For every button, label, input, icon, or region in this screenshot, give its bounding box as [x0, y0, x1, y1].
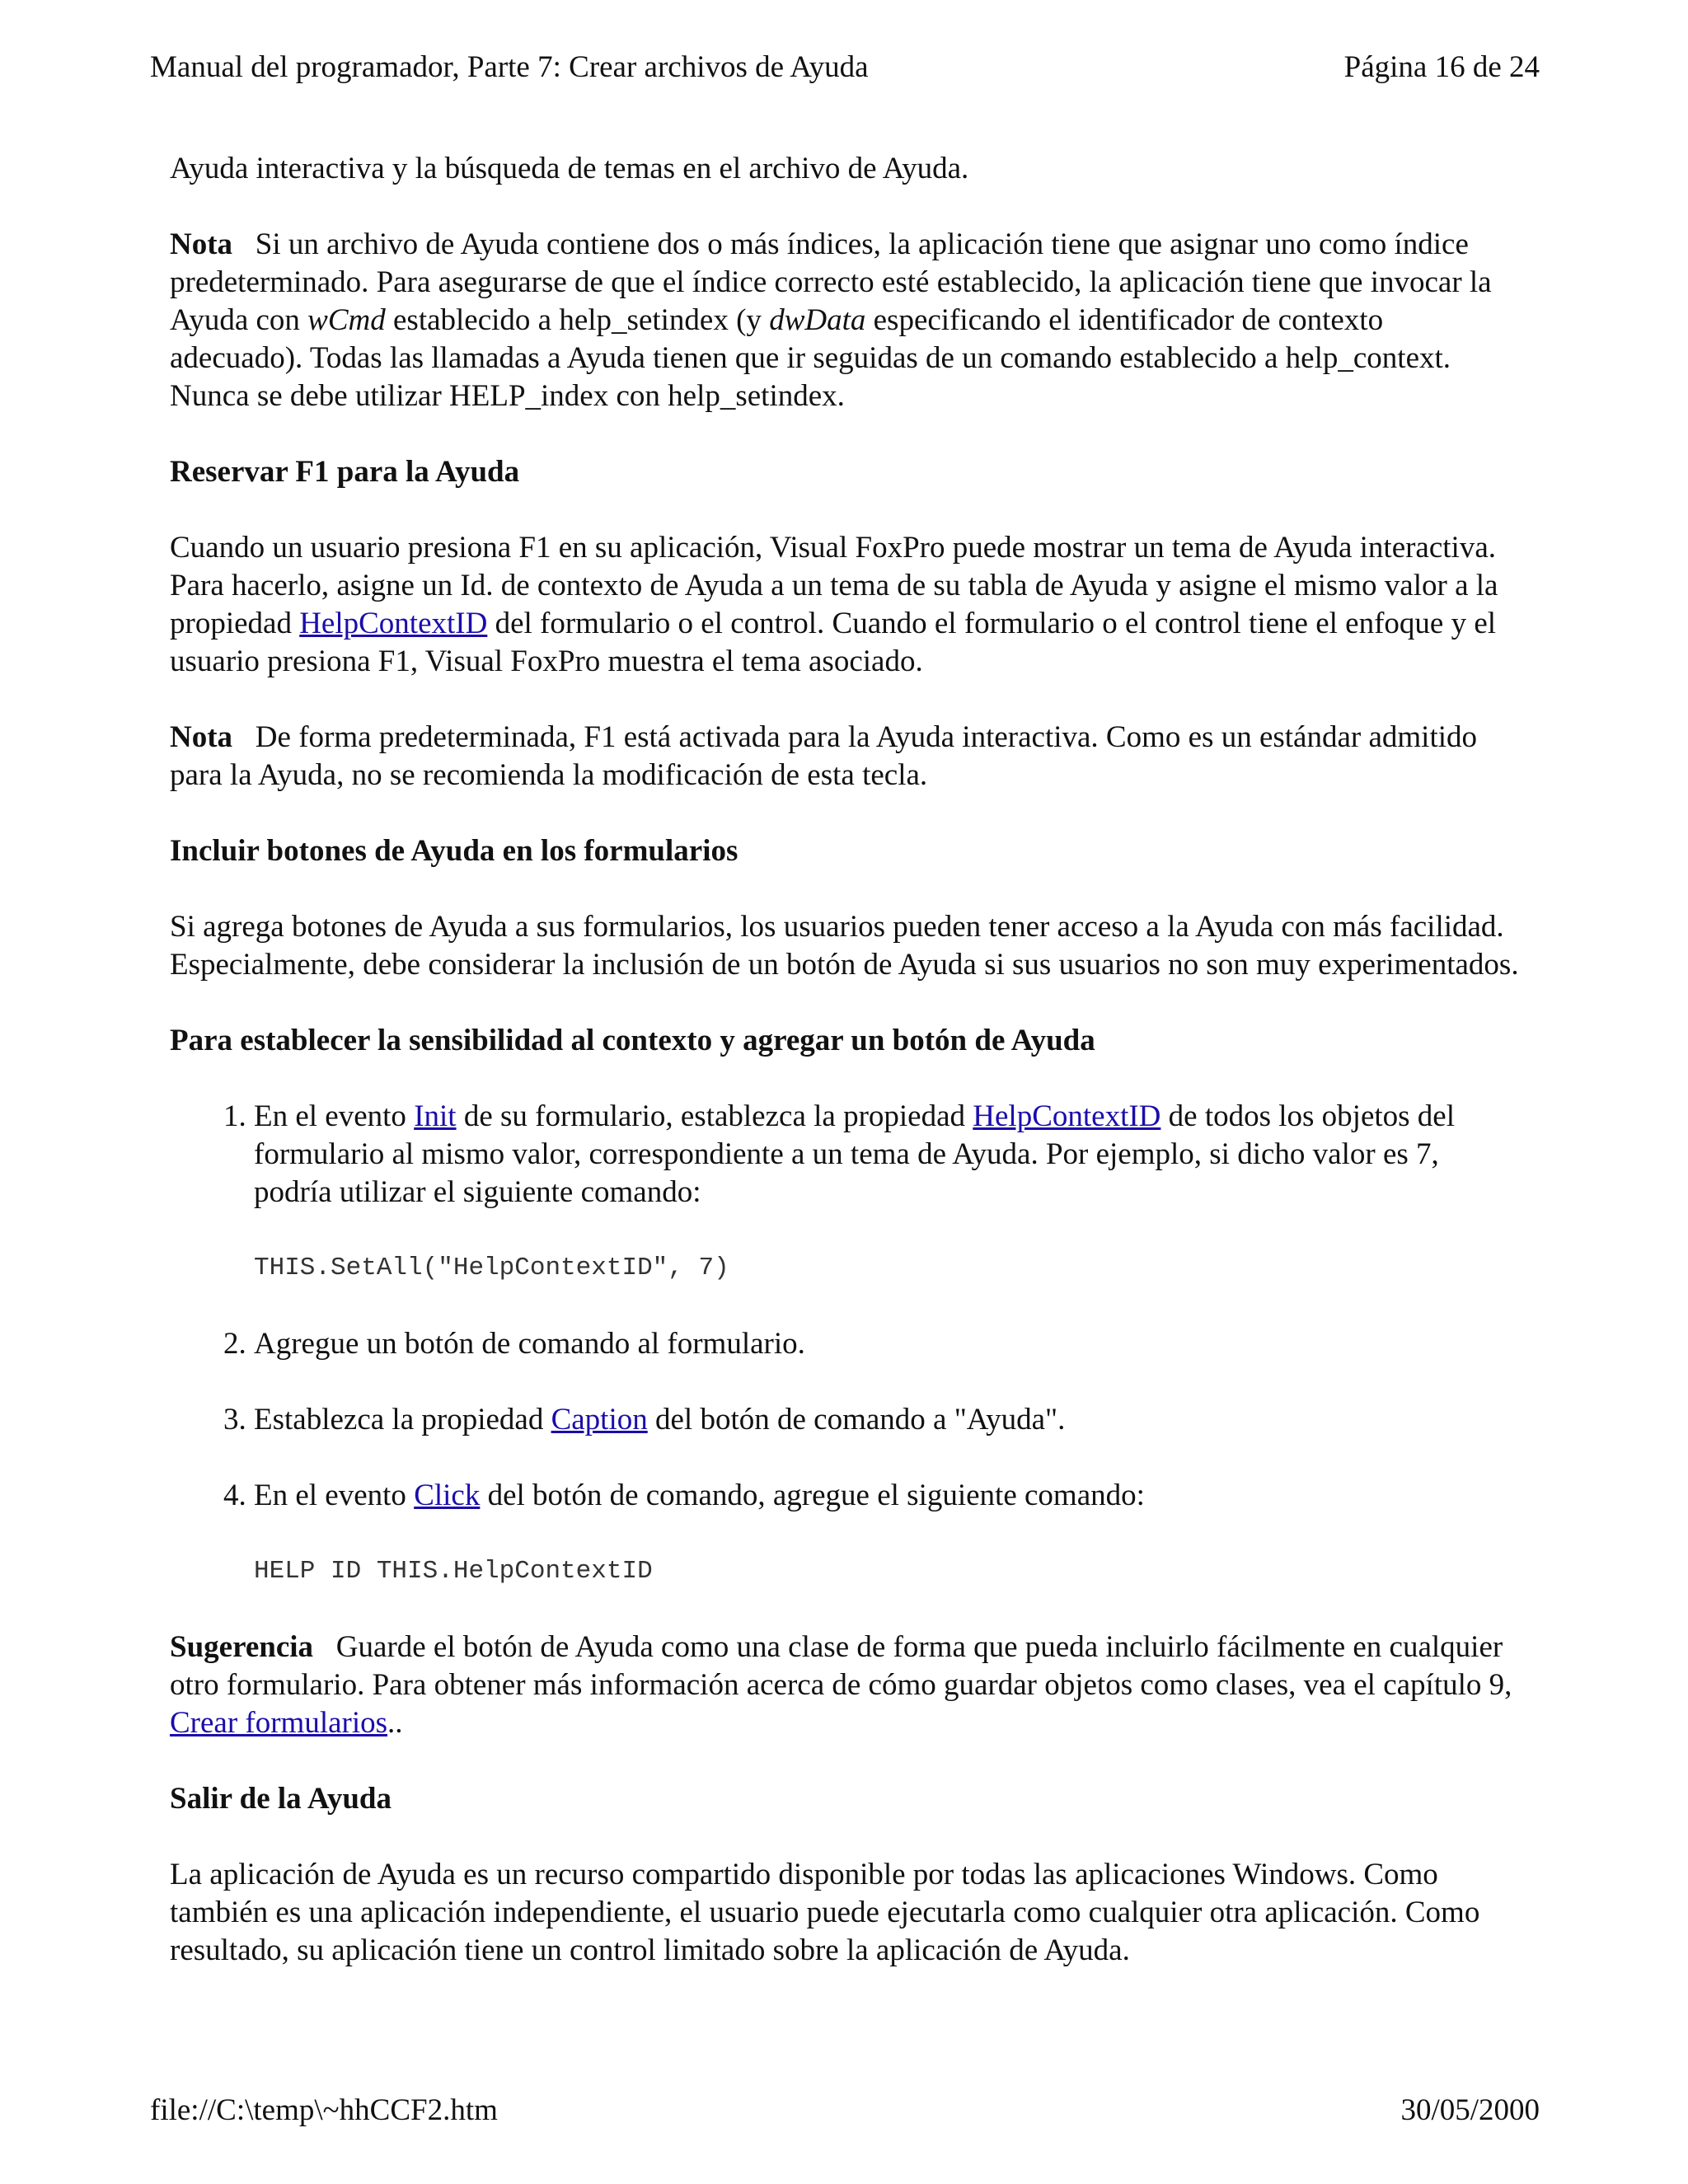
page-header [150, 48, 1540, 87]
note-label: Nota [170, 720, 233, 754]
link-helpcontextid[interactable]: HelpContextID [973, 1099, 1161, 1133]
file-path: file://C:\temp\~hhCCF2.htm [150, 2093, 498, 2127]
step-2 [254, 1325, 1522, 1363]
document-title: Manual del programador, Parte 7: Crear archivos de Ayuda [150, 50, 869, 84]
tip-label: Sugerencia [170, 1630, 314, 1664]
step-text: En el evento [254, 1479, 415, 1512]
section-heading-f1: Reservar F1 para la Ayuda [170, 455, 520, 489]
exit-paragraph: La aplicación de Ayuda es un recurso compartido disponible por todas las aplicaciones Windows. Como también es una aplicación independiente, el usuario puede ejecutarla como cualquier otra aplicación. Como resultado, su aplicación tiene un control limitado sobre la aplicación de Ayuda. [170, 1858, 1480, 1967]
step-text: de su formulario, establezca la propiedad [456, 1099, 973, 1133]
step-3 [254, 1401, 1522, 1439]
intro-line: Ayuda interactiva y la búsqueda de temas en el archivo de Ayuda. [170, 152, 969, 185]
note-paragraph-index [170, 226, 1522, 415]
step-text: Establezca la propiedad [254, 1403, 551, 1436]
note-paragraph-f1 [170, 719, 1522, 794]
param-dwdata: dwData [769, 303, 866, 337]
tip-text: .. [387, 1706, 403, 1740]
document-body [170, 150, 1522, 2008]
note-text: especificando el identificador de contexto adecuado). Todas las llamadas a Ayuda tienen que ir seguidas de un comando establecido a help_context. Nunca se debe utilizar HELP_index con help_setindex. [170, 303, 1451, 413]
step-1 [254, 1098, 1522, 1287]
link-click[interactable]: Click [414, 1479, 481, 1512]
procedure-steps [170, 1098, 1522, 1591]
section-heading-buttons: Incluir botones de Ayuda en los formularios [170, 834, 738, 868]
buttons-paragraph: Si agrega botones de Ayuda a sus formularios, los usuarios pueden tener acceso a la Ayuda con más facilidad. Especialmente, debe considerar la inclusión de un botón de Ayuda si sus usuarios no son muy experimentados. [170, 910, 1519, 982]
link-helpcontextid[interactable]: HelpContextID [299, 607, 488, 640]
step-text: Agregue un botón de comando al formulario. [254, 1327, 805, 1361]
tip-paragraph [170, 1629, 1522, 1742]
page-number: Página 16 de 24 [1343, 50, 1540, 84]
step-text: del botón de comando, agregue el siguiente comando: [480, 1479, 1145, 1512]
tip-text: Guarde el botón de Ayuda como una clase de forma que pueda incluirlo fácilmente en cualquier otro formulario. Para obtener más información acerca de cómo guardar objetos como clases, vea el capítulo 9, [170, 1630, 1512, 1702]
link-crear-formularios[interactable]: Crear formularios [170, 1706, 388, 1740]
print-date: 30/05/2000 [1400, 2093, 1540, 2127]
procedure-heading: Para establecer la sensibilidad al contexto y agregar un botón de Ayuda [170, 1024, 1095, 1057]
code-sample: HELP ID THIS.HelpContextID [254, 1557, 653, 1586]
step-text: de todos los objetos del formulario al mismo valor, correspondiente a un tema de Ayuda. Por ejemplo, si dicho valor es 7, podría utilizar el siguiente comando: [254, 1099, 1456, 1209]
paragraph-text: Cuando un usuario presiona F1 en su aplicación, Visual FoxPro puede mostrar un tema de Ayuda interactiva. Para hacerlo, asigne un Id. de contexto de Ayuda a un tema de su tabla de Ayuda y asigne el mismo valor a la propiedad [170, 531, 1498, 640]
code-sample: THIS.SetAll("HelpContextID", 7) [254, 1254, 729, 1282]
param-wcmd: wCmd [307, 303, 386, 337]
paragraph-text: del formulario o el control. Cuando el formulario o el control tiene el enfoque y el usuario presiona F1, Visual FoxPro muestra el tema asociado. [170, 607, 1497, 678]
note-text: De forma predeterminada, F1 está activada para la Ayuda interactiva. Como es un estándar admitido para la Ayuda, no se recomienda la modificación de esta tecla. [170, 720, 1478, 792]
link-caption[interactable]: Caption [551, 1403, 648, 1436]
note-label: Nota [170, 227, 233, 261]
link-init[interactable]: Init [414, 1099, 457, 1133]
page-footer [150, 2091, 1540, 2130]
section-heading-exit: Salir de la Ayuda [170, 1782, 392, 1816]
step-text: del botón de comando a "Ayuda". [647, 1403, 1066, 1436]
note-text: establecido a help_setindex (y [385, 303, 770, 337]
step-text: En el evento [254, 1099, 415, 1133]
step-4 [254, 1477, 1522, 1591]
note-text: Si un archivo de Ayuda contiene dos o más índices, la aplicación tiene que asignar uno como índice predeterminado. Para asegurarse de que el índice correcto esté establecido, la aplicación tiene que invocar la Ayuda con [170, 227, 1492, 337]
f1-paragraph [170, 529, 1522, 681]
